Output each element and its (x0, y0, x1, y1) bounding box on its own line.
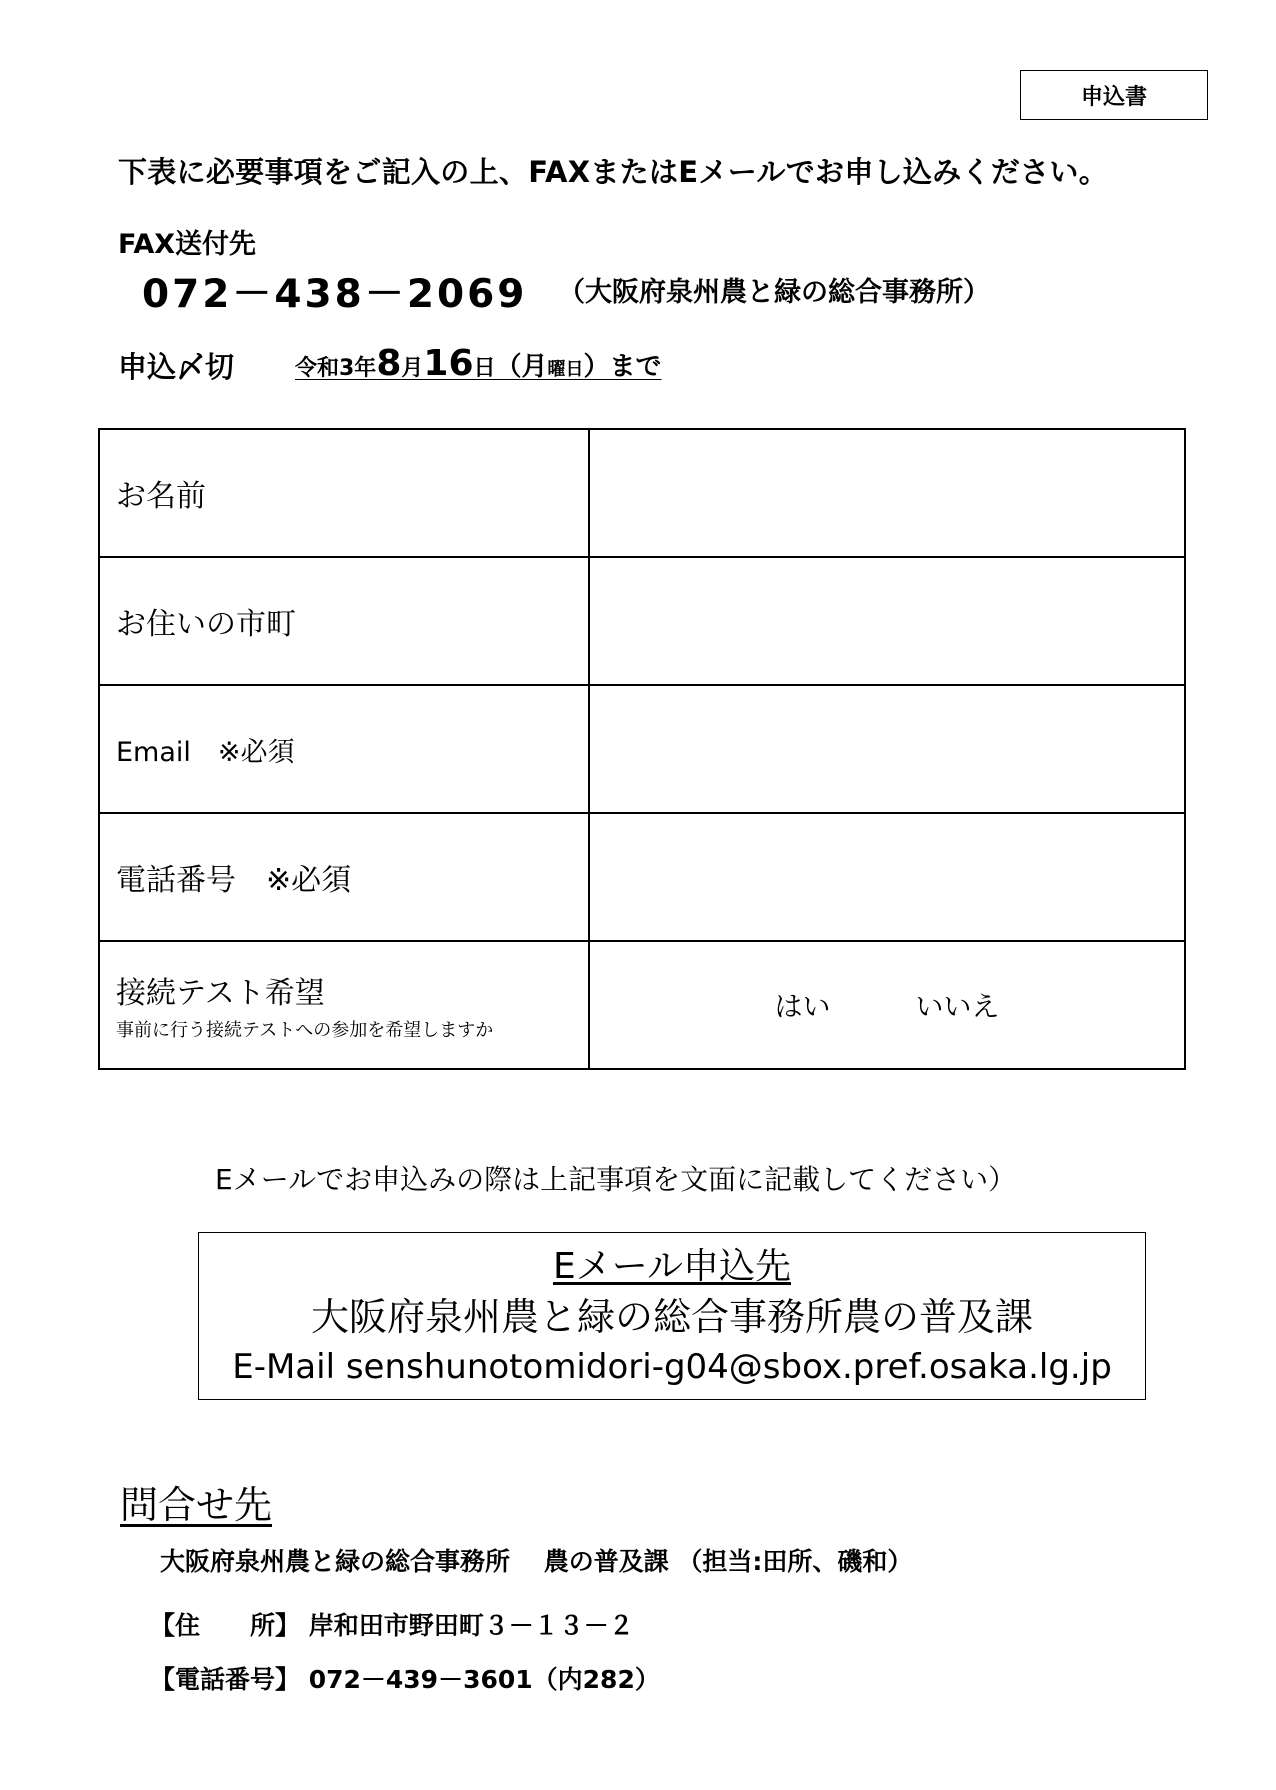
fax-office: （大阪府泉州農と緑の総合事務所） (558, 277, 990, 308)
deadline-weekday-close: ）まで (583, 352, 662, 382)
deadline-weekday-unit: 曜日 (547, 359, 584, 380)
connection-test-cell (99, 941, 589, 1069)
fax-number: 072－438－2069 (142, 272, 528, 317)
form-row-email (99, 685, 1185, 813)
deadline-day-unit: 日 (473, 356, 496, 381)
contact-office: 大阪府泉州農と緑の総合事務所 農の普及課 （担当:田所、磯和） (160, 1547, 913, 1576)
connection-test-note: 事前に行う接続テストへの参加を希望しますか (116, 1020, 494, 1041)
form-row-phone (99, 813, 1185, 941)
deadline-date (295, 343, 662, 384)
email-address[interactable]: E-Mail senshunotomidori-g04@sbox.pref.osaka.lg.jp (232, 1347, 1112, 1387)
form-row-city (99, 557, 1185, 685)
intro-text: 下表に必要事項をご記入の上、FAXまたはEメールでお申し込みください。 (118, 155, 1109, 189)
phone-label: 電話番号 ※必須 (99, 813, 589, 941)
name-field[interactable] (589, 429, 1185, 557)
deadline-month-unit: 月 (401, 356, 424, 381)
deadline-label: 申込〆切 (118, 350, 235, 384)
contact-address: 【住 所】 岸和田市野田町３－１３－２ (150, 1611, 634, 1640)
name-label: お名前 (99, 429, 589, 557)
option-no[interactable]: いいえ (915, 990, 1000, 1023)
phone-field[interactable] (589, 813, 1185, 941)
option-yes[interactable]: はい (774, 990, 831, 1023)
city-field[interactable] (589, 557, 1185, 685)
email-destination-box (198, 1232, 1146, 1400)
deadline-month: 8 (376, 343, 402, 384)
city-label: お住いの市町 (99, 557, 589, 685)
email-field[interactable] (589, 685, 1185, 813)
connection-test-options (589, 941, 1185, 1069)
form-row-connection-test (99, 941, 1185, 1069)
email-label: Email ※必須 (99, 685, 589, 813)
email-destination-dept: 大阪府泉州農と緑の総合事務所農の普及課 (310, 1295, 1033, 1339)
deadline-day: 16 (423, 343, 474, 384)
contact-title: 問合せ先 (120, 1483, 273, 1527)
form-type-badge: 申込書 (1020, 70, 1208, 120)
contact-phone: 【電話番号】 072－439－3601（内282） (150, 1665, 660, 1694)
deadline-weekday-open: （月 (495, 352, 548, 382)
application-form-table (98, 428, 1186, 1070)
email-instruction: Eメールでお申込みの際は上記事項を文面に記載してください） (215, 1163, 1017, 1196)
form-row-name (99, 429, 1185, 557)
deadline-era: 令和3年 (295, 356, 377, 381)
connection-test-label: 接続テスト希望 (116, 976, 325, 1011)
fax-label: FAX送付先 (118, 229, 257, 260)
email-destination-heading: Eメール申込先 (552, 1246, 792, 1287)
